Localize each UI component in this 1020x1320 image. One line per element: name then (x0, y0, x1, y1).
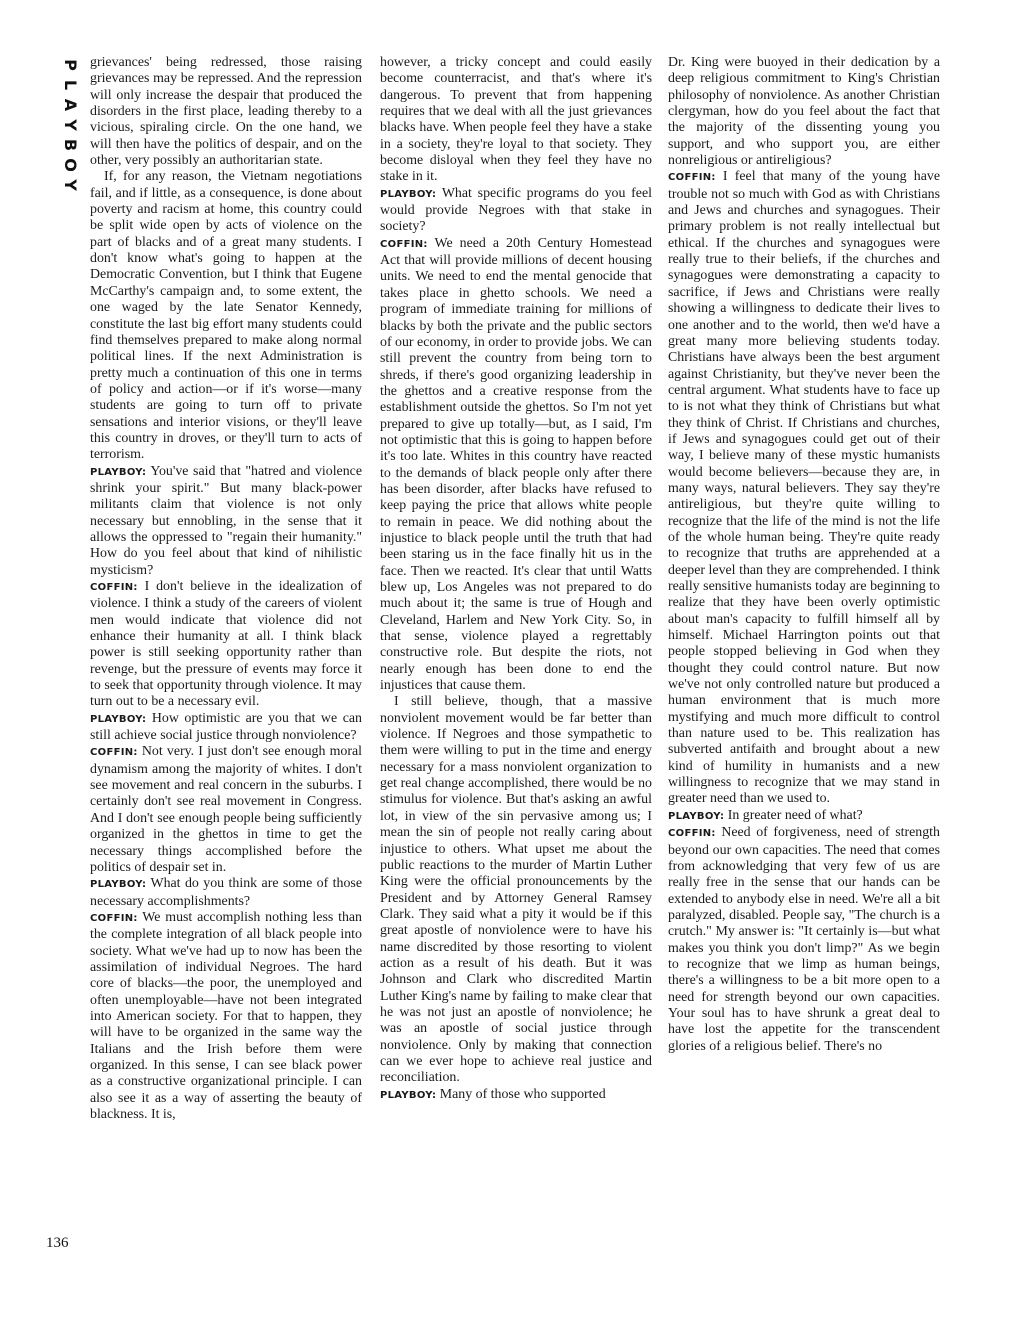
magazine-name-vertical (58, 55, 82, 195)
text-column-2 (380, 55, 652, 1275)
paragraph-text: Need of forgiveness, need of strength beyond our own capacities. The need that comes from acknowledging that very few of us are really free in the sense that our hands can be extended to anybody else in need. We're all a bit paralyzed, disabled. People say, "The church is a crutch." My answer is: "It certainly is—but what makes you think you don't limp?" As we begin to recognize that we limp as human beings, there's a willingness to be a bit more open to a need for strength beyond our own capacities. Your soul has to have shrunk a great deal to have lost the appetite for the transcendent glories of a religious belief. There's no (668, 825, 940, 1054)
paragraph-text: Not very. I just don't see enough moral dynamism among the majority of whites. I don't see movement and real concern in the suburbs. I certainly don't see real movement in Congress. And I don't see enough people being sufficiently organized in the ghettos in time to get the necessary things accomplished before the politics of despair set in. (90, 744, 362, 875)
text-column-1 (90, 55, 362, 1275)
magazine-letter: A (60, 98, 80, 112)
paragraph (90, 579, 362, 711)
paragraph-text: Dr. King were buoyed in their dedication by a deep religious commitment to King's Christian philosophy of nonviolence. As another Christian clergyman, how do you feel about the fact that the majority of the dissenting young you support, and who support you, are either nonreligious or antireligious? (668, 55, 940, 169)
magazine-letter: B (60, 138, 80, 152)
magazine-letter: P (60, 59, 80, 71)
paragraph (90, 711, 362, 745)
paragraph-text: grievances' being redressed, those raising grievances may be repressed. And the repression will only increase the despair that produced the disorders in the first place, leading thereby to a vicious, spiraling circle. On the one hand, we will then have the politics of despair, and on the other, very possibly an authoritarian state. (90, 55, 362, 169)
paragraph (380, 1087, 652, 1104)
paragraph-text: We must accomplish nothing less than the complete integration of all black people into society. What we've had up to now has been the assimilation of individual Negroes. The hard core of blacks—the poor, the unemployed and often unemployable—have not been integrated into American society. For that to happen, they will have to be organized in the same way the Italians and the Irish before them were organized. In this sense, I can see black power as a constructive organizational principle. I can also see it as a way of asserting the beauty of blackness. It is, (90, 909, 362, 1122)
speaker-label: PLAYBOY: (380, 1089, 437, 1101)
speaker-label: PLAYBOY: (90, 879, 147, 891)
paragraph-text: I don't believe in the idealization of violence. I think a study of the careers of violent men would indicate that violence did not enhance their humanity at all. I think black power is still seeking opportunity rather than revenge, but the pressure of events may force it to seek that opportunity through violence. It may turn out to be a necessary evil. (90, 579, 362, 710)
speaker-label: PLAYBOY: (380, 188, 437, 200)
paragraph-text: I feel that many of the young have trouble not so much with God as with Christians and Jews and churches and synagogues. Their primary problem is not really intellectual but ethical. If the churches and synagogues were really true to their beliefs, if the churches and synagogues were demonstrating a capacity to sacrifice, if Jews and Christians were really showing a willingness to dedicate their lives to one another and to the world, then we'd have a great many more believing students today. Christians have always been the best argument against Christianity, but they've never been the central argument. What students have to face up to is not what they think of Christians but what they think of Christ. If Christians and churches, if Jews and synagogues could get out of their way, I believe many of these mystic humanists would become believers—because they are, in many ways, natural believers. They say they're antireligious, but they're quite willing to recognize that the life of the mind is not the life of the whole human being. They're quite ready to recognize that truths are apprehended at a deeper level than they are comprehended. I think really sensitive humanists today are beginning to realize that they have been overly optimistic about man's capacity to fulfill himself all by himself. Michael Harrington points out that people stopped believing in God when they thought they could control nature. But now we've not only controlled nature but produced a human environment that is much more mystifying and much more difficult to control than nature used to be. This realization has subverted antifaith and brought about a new kind of humility in humanists and a new willingness to recognize that we may stand in greater need than we used to. (668, 169, 940, 807)
speaker-label: COFFIN: (380, 238, 428, 250)
page-number: 136 (46, 1235, 69, 1251)
paragraph (90, 910, 362, 1123)
paragraph-text: What specific programs do you feel would provide Negroes with that stake in society? (380, 185, 652, 235)
paragraph (668, 808, 940, 825)
paragraph (90, 464, 362, 579)
magazine-letter: Y (61, 119, 80, 131)
paragraph (380, 186, 652, 236)
speaker-label: COFFIN: (90, 582, 138, 593)
paragraph (90, 55, 362, 169)
magazine-letter: Y (61, 179, 80, 191)
paragraph (668, 169, 940, 807)
paragraph (90, 876, 362, 910)
paragraph (90, 744, 362, 876)
paragraph-text: How optimistic are you that we can still achieve social justice through nonviolence? (90, 710, 362, 744)
paragraph (380, 55, 652, 186)
paragraph-text: Many of those who supported (439, 1086, 606, 1102)
speaker-label: PLAYBOY: (90, 713, 147, 725)
speaker-label: PLAYBOY: (668, 810, 725, 822)
speaker-label: COFFIN: (668, 172, 716, 184)
paragraph (668, 55, 940, 169)
paragraph-text: I still believe, though, that a massive nonviolent movement would be far better than violence. If Negroes and those sympathetic to them were willing to put in the time and energy necessary for a mass nonviolent organization to get real change accomplished, there would be no stimulus for violence. But that's asking an awful lot, in view of the sin pervasive among us; I mean the sin of people not really caring about injustice to others. What upset me about the public reactions to the murder of Martin Luther King were the official pronouncements by the President and by Attorney General Ramsey Clark. They said what a pity it would be if this great apostle of nonviolence were to have his name discredited by those resorting to violent action as a result of his death. But it was Johnson and Clark who discredited Martin Luther King's name by failing to make clear that he was not just an apostle of nonviolence; he was an apostle of social justice through nonviolence. Only by making that connection can we ever hope to achieve real justice and reconciliation. (380, 694, 652, 1086)
paragraph (380, 694, 652, 1086)
paragraph (668, 825, 940, 1055)
paragraph-text: You've said that "hatred and violence shrink your spirit." But many black-power militants claim that violence is not only necessary but ennobling, in the sense that it allows the oppressed to "regain their humanity." How do you feel about that kind of nihilistic mysticism? (90, 463, 362, 578)
paragraph (90, 169, 362, 463)
paragraph-text: What do you think are some of those necessary accomplishments? (90, 876, 362, 909)
paragraph-text: We need a 20th Century Homestead Act that will provide millions of decent housing units. We need to end the mental genocide that takes place in ghetto schools. We need a program of immediate training for millions of blacks by both the private and the public sectors of our economy, in order to provide jobs. We can still prevent the country from being torn to shreds, if there's good organizing leadership in the ghettos and a creative response from the establishment outside the ghettos. So I'm not yet prepared to give up totally—but, as I said, I'm not optimistic that this is going to happen before it's too late. Whites in this country have reacted to the demands of black people only after there has been disorder, after blacks have refused to keep paying the price that allows white people to remain in peace. We did nothing about the injustice to black people until the truth that had been staring us in the face finally hit us in the face. Then we reacted. It's clear that until Watts blew up, Los Angeles was not prepared to do much about it; the same is true of Hough and Cleveland, Harlem and New York City. So, in that sense, violence played a regrettably constructive role. But despite the riots, not nearly enough has been done to end the injustices that cause them. (380, 235, 652, 694)
magazine-letter: O (60, 158, 80, 172)
paragraph-text: If, for any reason, the Vietnam negotiations fail, and if little, as a consequence, is done about poverty and racism at home, this country could be split wide open by acts of violence on the part of blacks and of a great many students. I don't know what's going to happen at the Democratic Convention, but I think that Eugene McCarthy's campaign and, to some extent, the one waged by the late Senator Kennedy, constitute the last big effort many students could find themselves prepared to make along normal political lines. If the next Administration is pretty much a continuation of this one in terms of policy and action—or if it's worse—many students are going to turn off to private sensations and interior visions, or they'll leave this country in droves, or they'll turn to acts of terrorism. (90, 169, 362, 463)
magazine-letter: L (60, 79, 80, 91)
paragraph-text: In greater need of what? (727, 807, 863, 823)
text-column-3 (668, 55, 940, 1275)
speaker-label: PLAYBOY: (90, 466, 147, 478)
speaker-label: COFFIN: (90, 747, 138, 759)
speaker-label: COFFIN: (668, 828, 716, 840)
paragraph (380, 236, 652, 695)
speaker-label: COFFIN: (90, 912, 138, 924)
paragraph-text: however, a tricky concept and could easily become counterracist, and that's where it's dangerous. To prevent that from happening requires that we deal with all the just grievances blacks have. When people feel they have a stake in a society, they're loyal to that society. They become disloyal when they feel they have no stake in it. (380, 55, 652, 185)
